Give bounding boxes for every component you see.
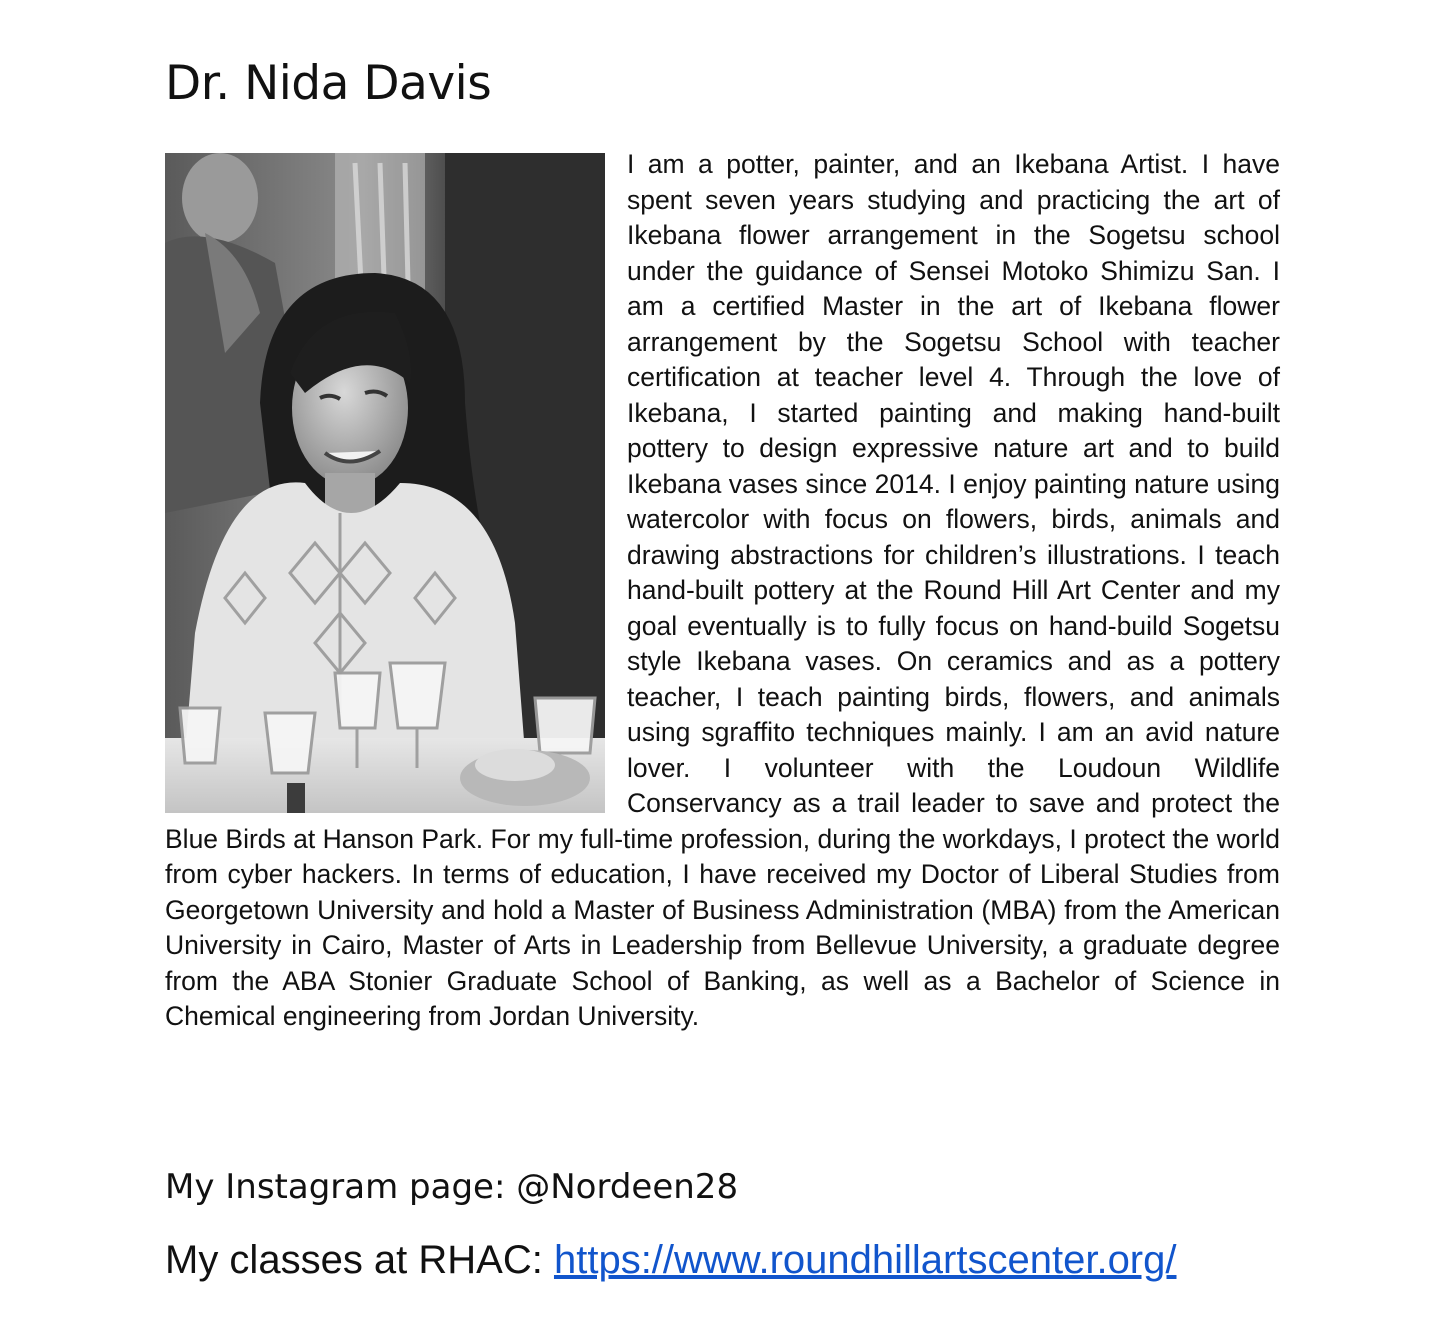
- rhac-website-link[interactable]: https://www.roundhillartscenter.org/: [553, 1238, 1177, 1282]
- classes-label: My classes at RHAC:: [165, 1238, 554, 1282]
- bio-section: [165, 147, 1280, 1035]
- page-title: Dr. Nida Davis: [165, 56, 492, 111]
- bio-text: I am a potter, painter, and an Ikebana Artist. I have spent seven years studying and practicing the art of Ikebana flower arrangement in the Sogetsu school under the guidance of Sensei Motoko Shimizu San. I am a certified Master in the art of Ikebana flower arrangement by the Sogetsu School with teacher certification at teacher level 4. Through the love of Ikebana, I started painting and making hand-built pottery to design expressive nature art and to build Ikebana vases since 2014. I enjoy painting nature using watercolor with focus on flowers, birds, animals and drawing abstractions for children’s illustrations. I teach hand-built pottery at the Round Hill Art Center and my goal eventually is to fully focus on hand-build Sogetsu style Ikebana vases. On ceramics and as a pottery teacher, I teach painting birds, flowers, and animals using sgraffito techniques mainly. I am an avid nature lover. I volunteer with the Loudoun Wildlife Conservancy as a trail leader to save and protect the Blue Birds at Hanson Park. For my full-time profession, during the workdays, I protect the world from cyber hackers. In terms of education, I have received my Doctor of Liberal Studies from Georgetown University and hold a Master of Business Administration (MBA) from the American University in Cairo, Master of Arts in Leadership from Bellevue University, a graduate degree from the ABA Stonier Graduate School of Banking, as well as a Bachelor of Science in Chemical engineering from Jordan University.: [165, 149, 1280, 1031]
- instagram-line: My Instagram page: @Nordeen28: [165, 1167, 739, 1207]
- portrait-photo: [165, 153, 605, 813]
- classes-line: [165, 1236, 1177, 1284]
